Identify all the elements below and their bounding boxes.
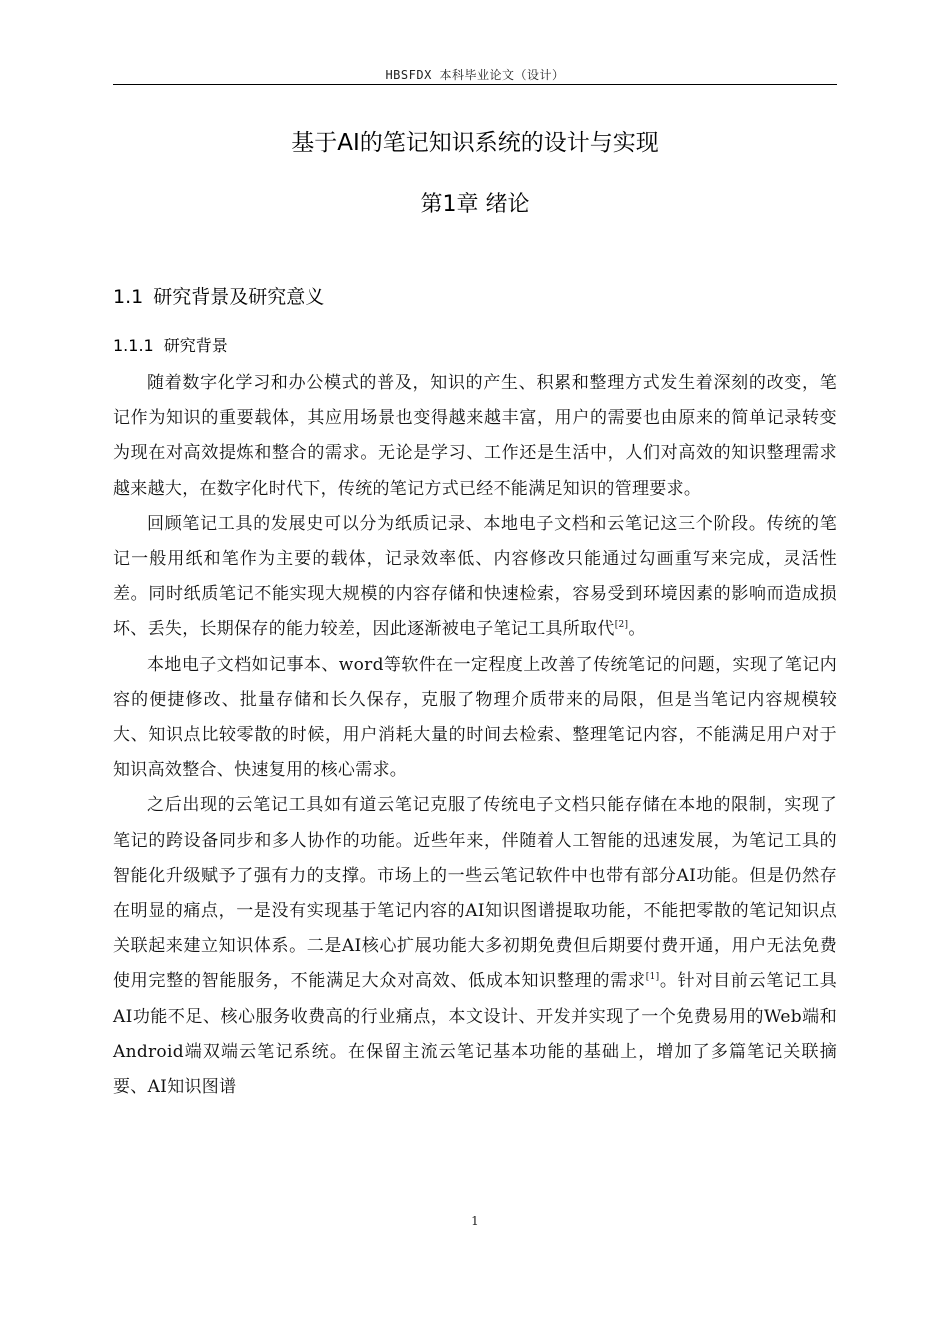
subsection-number: 1.1.1 (113, 336, 154, 355)
subsection-heading (113, 333, 228, 356)
paragraph-4-text: 之后出现的云笔记工具如有道云笔记克服了传统电子文档只能存储在本地的限制，实现了笔记的跨设备同步和多人协作的功能。近些年来，伴随着人工智能的迅速发展，为笔记工具的智能化升级赋予了强有力的支撑。市场上的一些云笔记软件中也带有部分AI功能。但是仍然存在明显的痛点，一是没有实现基于笔记内容的AI知识图谱提取功能，不能把零散的笔记知识点关联起来建立知识体系。二是AI核心扩展功能大多初期免费但后期要付费开通，用户无法免费使用完整的智能服务，不能满足大众对高效、低成本知识整理的需求 (113, 795, 837, 992)
section-title: 研究背景及研究意义 (153, 286, 325, 308)
paragraph-2-text-end: 。 (628, 619, 646, 640)
page-number: 1 (471, 1214, 479, 1228)
chapter-title: 第1章 绪论 (420, 192, 530, 217)
header-rule (113, 84, 837, 85)
paragraph-4 (113, 788, 837, 1105)
citation-ref: [1] (645, 972, 660, 983)
subsection-title: 研究背景 (163, 336, 228, 355)
citation-ref: [2] (614, 620, 629, 631)
paragraph-4-text-end: 。针对目前云笔记工具AI功能不足、核心服务收费高的行业痛点，本文设计、开发并实现了一个免费易用的Web端和Android端双端云笔记系统。在保留主流云笔记基本功能的基础上，增加了多篇笔记关联摘要、AI知识图谱 (113, 971, 838, 1098)
paragraph-2-text: 回顾笔记工具的发展史可以分为纸质记录、本地电子文档和云笔记这三个阶段。传统的笔记一般用纸和笔作为主要的载体，记录效率低、内容修改只能通过勾画重写来完成，灵活性差。同时纸质笔记不能实现大规模的内容存储和快速检索，容易受到环境因素的影响而造成损坏、丢失，长期保存的能力较差，因此逐渐被电子笔记工具所取代 (113, 513, 837, 640)
section-number: 1.1 (113, 286, 144, 308)
paragraph-3: 本地电子文档如记事本、word等软件在一定程度上改善了传统笔记的问题，实现了笔记内容的便捷修改、批量存储和长久保存，克服了物理介质带来的局限，但是当笔记内容规模较大、知识点比较零散的时候，用户消耗大量的时间去检索、整理笔记内容，不能满足用户对于知识高效整合、快速复用的核心需求。 (113, 654, 837, 781)
body-text (113, 366, 837, 1105)
running-header: HBSFDX 本科毕业论文（设计） (385, 68, 565, 82)
section-heading (113, 282, 324, 309)
paragraph-2 (113, 507, 837, 648)
paragraph-1: 随着数字化学习和办公模式的普及，知识的产生、积累和整理方式发生着深刻的改变，笔记作为知识的重要载体，其应用场景也变得越来越丰富，用户的需要也由原来的简单记录转变为现在对高效提炼和整合的需求。无论是学习、工作还是生活中，人们对高效的知识整理需求越来越大，在数字化时代下，传统的笔记方式已经不能满足知识的管理要求。 (113, 373, 837, 499)
document-title: 基于AI的笔记知识系统的设计与实现 (291, 130, 659, 156)
